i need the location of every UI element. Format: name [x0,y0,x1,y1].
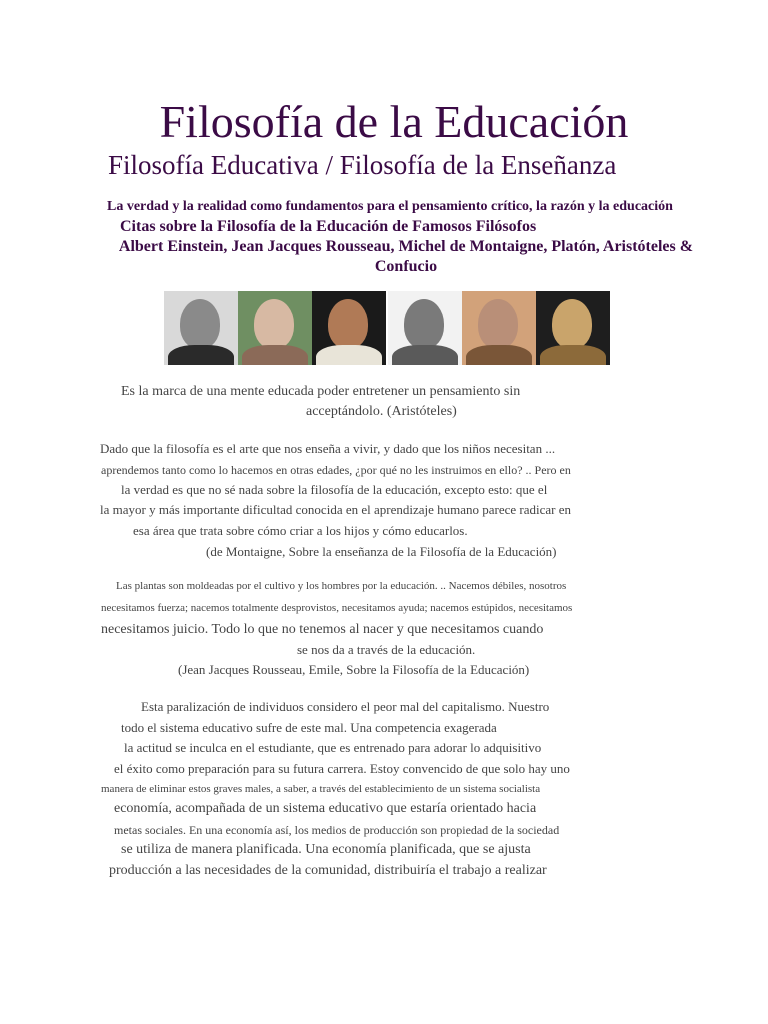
tagline: La verdad y la realidad como fundamentos para el pensamiento crítico, la razón y la educación [107,199,673,214]
portrait-einstein [164,291,238,365]
quote-line: metas sociales. En una economía así, los medios de producción son propiedad de la sociedad [114,823,560,837]
quote-line: necesitamos fuerza; nacemos totalmente desprovistos, necesitamos ayuda; nacemos estúpidos, necesitamos [101,602,573,614]
citas-heading: Citas sobre la Filosofía de la Educación de Famosos Filósofos [120,218,537,235]
authors-list: Albert Einstein, Jean Jacques Rousseau, Michel de Montaigne, Platón, Aristóteles & Confucio [118,238,694,275]
page-subtitle: Filosofía Educativa / Filosofía de la Enseñanza [108,150,617,180]
portrait-rousseau [238,291,312,365]
quote-line: todo el sistema educativo sufre de este mal. Una competencia exagerada [121,720,497,735]
quote-line: manera de eliminar estos graves males, a saber, a través del establecimiento de un sistema socialista [101,783,541,795]
portrait-confucius [536,291,610,365]
quote-line: se utiliza de manera planificada. Una economía planificada, que se ajusta [121,842,531,857]
quote-line: acceptándolo. (Aristóteles) [306,404,457,419]
quote-line: producción a las necesidades de la comunidad, distribuiría el trabajo a realizar [109,863,547,878]
portrait-plato [388,291,462,365]
quote-line: el éxito como preparación para su futura carrera. Estoy convencido de que solo hay uno [114,761,570,776]
quote-line: Las plantas son moldeadas por el cultivo y los hombres por la educación. .. Nacemos débiles, nosotros [116,580,567,592]
quote-line: aprendemos tanto como lo hacemos en otras edades, ¿por qué no les instruimos en ello? .. Pero en [101,463,571,477]
page-title: Filosofía de la Educación [159,96,629,147]
quote-line: se nos da a través de la educación. [297,642,476,657]
quote-line: esa área que trata sobre cómo criar a los hijos y cómo educarlos. [133,523,468,538]
quote-attribution: (de Montaigne, Sobre la enseñanza de la Filosofía de la Educación) [206,544,557,559]
quote-line: la actitud se inculca en el estudiante, que es entrenado para adorar lo adquisitivo [124,740,542,755]
quote-line: necesitamos juicio. Todo lo que no tenemos al nacer y que necesitamos cuando [101,622,544,637]
quote-attribution: (Jean Jacques Rousseau, Emile, Sobre la Filosofía de la Educación) [178,662,530,677]
philosopher-portraits [164,291,612,365]
quote-line: Dado que la filosofía es el arte que nos enseña a vivir, y dado que los niños necesitan ... [100,441,556,456]
quote-line: Es la marca de una mente educada poder entretener un pensamiento sin [121,384,521,399]
quote-line: la verdad es que no sé nada sobre la filosofía de la educación, excepto esto: que el [121,482,548,497]
portrait-montaigne [312,291,386,365]
quote-line: economía, acompañada de un sistema educativo que estaría orientado hacia [114,801,537,816]
portrait-aristotle [462,291,536,365]
quote-line: la mayor y más importante dificultad conocida en el aprendizaje humano parece radicar en [100,502,572,517]
quote-line: Esta paralización de individuos considero el peor mal del capitalismo. Nuestro [141,699,550,714]
